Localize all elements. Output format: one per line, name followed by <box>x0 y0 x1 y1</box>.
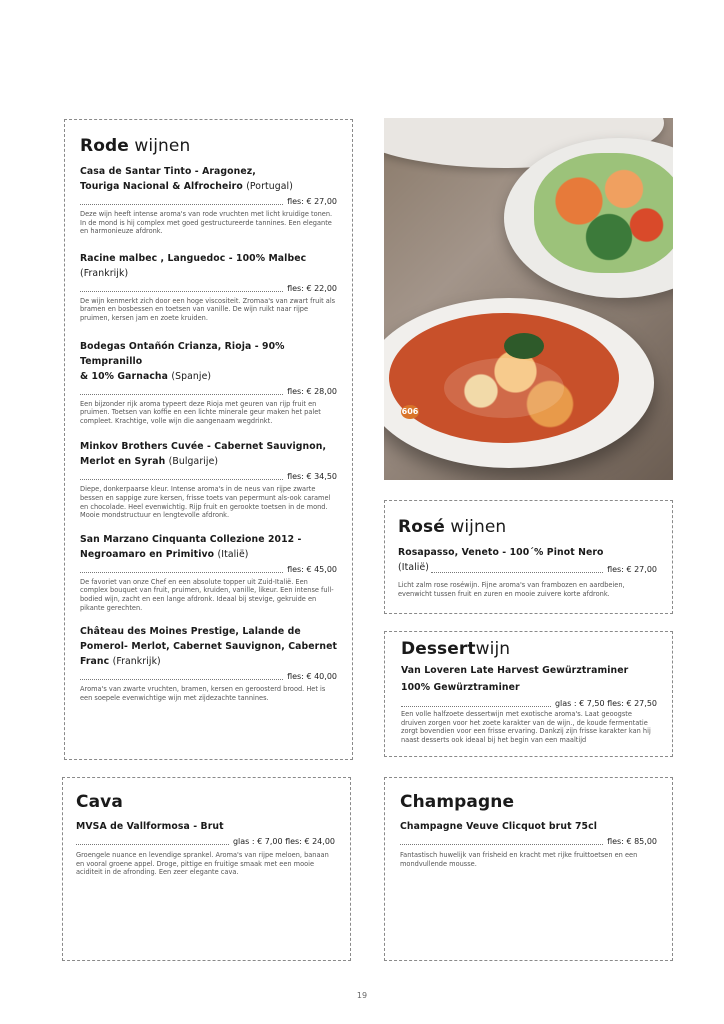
dessert-wine-section <box>384 631 673 757</box>
rose-wines-section <box>384 500 673 614</box>
price-row <box>400 836 657 847</box>
price: fles: € 85,00 <box>607 837 657 846</box>
price: fles: € 22,00 <box>287 283 337 293</box>
price: fles: € 28,00 <box>287 386 337 396</box>
red-wines-title: Rode wijnen <box>80 136 191 156</box>
wine-description: Diepe, donkerpaarse kleur. Intense aroma's in de neus van rijpe zwarte bessen en sappige zure kersen, frisse toets van pepermunt als-ook caramel en chocolade. Heel evenwichtig. Rijp fruit en gerookte toetsen in de mond. Mooie mondstructuur en lengtevolle afdronk. <box>80 485 331 520</box>
wine-name: San Marzano Cinquanta Collezione 2012 - Negroamaro en Primitivo (Italië) <box>80 533 302 560</box>
dish-number-tag: 606 <box>401 405 419 419</box>
price: glas : € 7,50 fles: € 27,50 <box>554 699 657 708</box>
wine-description: Groengele nuance en levendige sprankel. Aroma's van rijpe meloen, banaan en vooral groene appel. Droge, pittige en fruitige smaak met een mooie aciditeit in de afronding. Een zeer elegante cava. <box>76 851 329 877</box>
price-row <box>76 836 335 847</box>
wine-description: De favoriet van onze Chef en een absolute topper uit Zuid-Italië. Een complex bouquet van fruit, pruimen, kruiden, vanille, likeur. Een intense full-bodied wijn, zacht en een lange afdronk. Ideaal bij stevige, gekruide en pikante gerechten. <box>80 577 334 612</box>
wine-item <box>80 339 337 426</box>
wine-name: Bodegas Ontañón Crianza, Rioja - 90% Tempranillo & 10% Garnacha (Spanje) <box>80 340 285 382</box>
wine-item <box>80 251 337 323</box>
wine-description: Een volle halfzoete dessertwijn met exotische aroma's. Laat geoogste druiven zorgen voor het zoete karakter van de wijn., de koude fermentatie zorgt bovendien voor een frisse ervaring. Dankzij zijn frisse karakter kan hij naast desserts ook ideaal bij het begin van een maaltijd <box>401 710 651 744</box>
price: fles: € 27,00 <box>287 197 337 206</box>
food-photo <box>384 118 673 480</box>
wine-description: Aroma's van zwarte vruchten, bramen, kersen en geroosterd brood. Het is een soepele evenwichtige wijn met zijdezachte tannines. <box>80 685 326 702</box>
wine-description: Fantastisch huwelijk van frisheid en kracht met rijke fruittoetsen en een mondvullende mousse. <box>400 851 638 868</box>
wine-name: Minkov Brothers Cuvée - Cabernet Sauvignon, Merlot en Syrah (Bulgarije) <box>80 441 327 468</box>
wine-item <box>80 164 337 236</box>
wine-item <box>400 819 657 868</box>
cava-section <box>62 777 351 961</box>
price: fles: € 27,00 <box>607 565 657 574</box>
price-row <box>80 283 337 294</box>
cava-title: Cava <box>76 792 123 812</box>
wine-name: Champagne Veuve Clicquot brut 75cl <box>400 821 597 832</box>
wine-name: Château des Moines Prestige, Lalande de Pomerol- Merlot, Cabernet Sauvignon, Cabernet Franc (Frankrijk) <box>80 626 338 668</box>
price-row: (Italië) fles: € 27,00 <box>398 562 657 574</box>
rose-wines-title: Rosé wijnen <box>398 517 507 537</box>
price-row <box>80 196 337 207</box>
wine-item <box>80 439 337 519</box>
wine-name: Casa de Santar Tinto - Aragonez, Touriga Nacional & Alfrocheiro (Portugal) <box>80 166 293 192</box>
price-row <box>80 386 337 397</box>
wine-description: Deze wijn heeft intense aroma's van rode vruchten met licht kruidige tonen. In de mond is hij complex met goed gestructureerde tannines. Een elegante en harmonieuze afdronk. <box>80 210 333 236</box>
price: fles: € 34,50 <box>287 472 337 482</box>
wine-item <box>80 532 337 612</box>
wine-name: Racine malbec , Languedoc - 100% Malbec (Frankrijk) <box>80 252 307 279</box>
wine-description: Licht zalm rose roséwijn. Fijne aroma's van frambozen en aardbeien, evenwicht tussen fruit en zuren en mooie zuivere korte afdronk. <box>398 581 625 598</box>
price-row <box>80 671 337 682</box>
wine-item <box>398 545 657 598</box>
champagne-section <box>384 777 673 961</box>
wine-item <box>401 662 657 744</box>
page-number: 19 <box>356 991 368 1000</box>
wine-description: Een bijzonder rijk aroma typeert deze Rioja met geuren van rijp fruit en pruimen. Toetsen van koffie en een lichte minerale geur maken het palet compleet. Krachtige, volle wijn die aangenaam wegdrinkt. <box>80 399 321 425</box>
wine-name: Rosapasso, Veneto - 100´% Pinot Nero <box>398 547 604 558</box>
price-row <box>80 471 337 482</box>
wine-item <box>80 624 337 702</box>
price-row <box>80 564 337 575</box>
dessert-wine-title: Dessertwijn <box>401 639 511 659</box>
red-wines-section <box>64 119 353 760</box>
price: fles: € 45,00 <box>287 564 337 574</box>
price-row <box>401 698 657 709</box>
wine-item <box>76 819 335 877</box>
price: glas : € 7,00 fles: € 24,00 <box>232 837 335 846</box>
champagne-title: Champagne <box>400 792 515 812</box>
price: fles: € 40,00 <box>287 672 337 682</box>
wine-name: MVSA de Vallformosa - Brut <box>76 821 224 832</box>
wine-description: De wijn kenmerkt zich door een hoge viscositeit. Zromaa's van zwart fruit als bramen en bosbessen en toetsen van vanille. De wijn ruikt naar rijpe pruimen, kersen jam en zoete kruiden. <box>80 296 336 322</box>
wine-name: Van Loveren Late Harvest Gewürztraminer 100% Gewürztraminer <box>401 665 629 693</box>
